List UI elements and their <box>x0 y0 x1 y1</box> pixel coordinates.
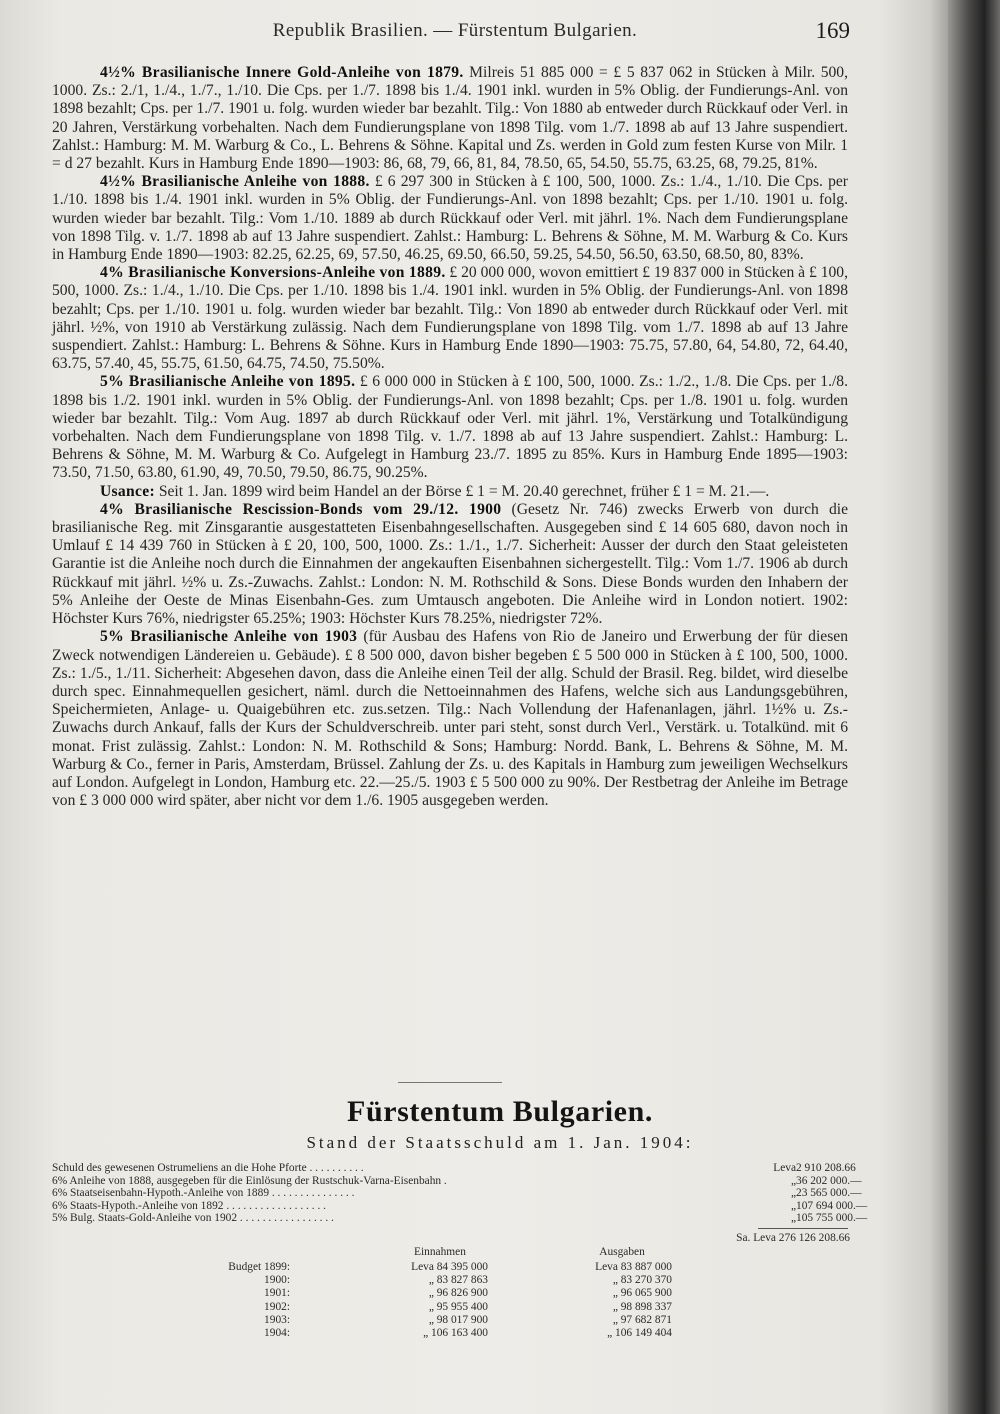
budget-year: Budget 1899: <box>228 1261 290 1273</box>
budget-expense: „ 98 898 337 <box>612 1300 672 1313</box>
budget-table <box>210 1246 690 1340</box>
budget-header-row <box>210 1246 690 1261</box>
debt-row <box>52 1162 856 1175</box>
loan-text: £ 20 000 000, wovon emittiert £ 19 837 000 in Stücken à £ 100, 500, 1000. Zs.: 1./4., 1./10. Die Cps. per 1./10. 1898 bis 1./4. 1901 inkl. wurden in 5% Oblig. der Fundierungs-Anl. von 1898 bezahlt; Cps. per 1./10. 1901 u. folg. wurden wieder bar bezahlt. Tilg.: Von 1890 ab entweder durch Rückkauf oder Verl. mit jährl. ½%, von 1910 ab Verstärkung zulässig. Nach dem Fundierungsplane von 1898 Tilg. vom 1./7. 1898 ab auf 13 Jahre suspendiert. Zahlst.: Hamburg: L. Behrens & Söhne. Kurs in Hamburg Ende 1890—1903: 75.75, 57.80, 64, 54.80, 72, 64.40, 63.75, 57.40, 45, 55.75, 61.50, 64.75, 74.50, 75.50%. <box>52 264 848 373</box>
section-title-bulgaria: Fürstentum Bulgarien. <box>347 1095 653 1128</box>
budget-income: „ 98 017 900 <box>428 1313 488 1326</box>
page-header <box>60 18 850 48</box>
loan-heading: 5% Brasilianische Anleihe von 1895. <box>100 373 356 391</box>
budget-expense: „ 83 270 370 <box>612 1274 672 1287</box>
debt-row <box>52 1174 862 1188</box>
usance-text: Seit 1. Jan. 1899 wird beim Handel an der Börse £ 1 = M. 20.40 gerechnet, früher £ 1 = M. 21.—. <box>154 482 770 500</box>
debt-amount: 107 694 000.— <box>796 1199 868 1212</box>
loan-entry-rescission-1900 <box>52 501 848 628</box>
loan-entry-1889 <box>52 264 848 373</box>
debt-currency: „ <box>790 1187 796 1200</box>
loan-text: (Gesetz Nr. 746) zwecks Erwerb von durch die brasilianische Reg. mit Zinsgarantie ausgestatteten Eisenbahngesellschaften. Ausgegeben sind £ 14 605 680, davon noch in Umlauf £ 14 439 760 in Stücken à £ 20, 100, 500, 1000. Zs.: 1./1., 1./7. Sicherheit: Ausser der durch den Staat geleisteten Garantie ist die Anleihe noch durch die Einnahmen der angekauften Eisenbahnen sichergestellt. Tilg.: Vom 1./7. 1906 ab durch Rückkauf mit jährl. ½% u. Zs.-Zuwachs. Zahlst.: London: N. M. Rothschild & Sons. Diese Bonds wurden den Inhabern der 5% Anleihe der Oeste de Minas Eisenbahn-Ges. zum Umtausch angeboten. Die Anleihe wird in London notiert. 1902: Höchster Kurs 76%, niedrigster 65.25%; 1903: Höchster Kurs 78.25%, niedrigster 72%. <box>52 500 848 628</box>
loan-entry-1895 <box>52 373 848 482</box>
debt-row <box>52 1187 862 1200</box>
loan-text: £ 6 297 300 in Stücken à £ 100, 500, 1000. Zs.: 1./4., 1./10. Die Cps. per 1./10. 1898 bis 1./4. 1901 inkl. wurden in 5% Oblig. der Fundierungs-Anl. von 1898 bezahlt; Cps. per 1./10. 1901 u. folg. wurden wieder bar bezahlt. Tilg.: Vom 1./10. 1889 ab durch Rückkauf oder Verl. mit jährl. 1%. Nach dem Fundierungsplane von 1898 Tilg. v. 1./7. 1898 ab auf 13 Jahre suspendiert. Zahlst.: Hamburg: L. Behrens & Söhne, M. M. Warburg & Co. Kurs in Hamburg Ende 1890—1903: 82.25, 62.25, 69, 57.50, 46.25, 69.50, 66.50, 59.25, 54.50, 56.50, 63.50, 68.50, 80, 83%. <box>52 173 848 264</box>
section-divider <box>398 1082 502 1083</box>
loan-entry-1888 <box>52 173 848 264</box>
loan-entry-1879 <box>52 64 848 173</box>
budget-income: „ 96 826 900 <box>428 1287 488 1300</box>
state-debt-table <box>52 1162 868 1225</box>
debt-currency: Leva <box>773 1162 796 1174</box>
section-subtitle: Stand der Staatsschuld am 1. Jan. 1904: <box>306 1133 694 1152</box>
debt-label: 6% Staats-Hypoth.-Anleihe von 1892 . . . . . . . . . . . . . . . . . . <box>52 1199 326 1212</box>
loan-text: (für Ausbau des Hafens von Rio de Janeiro und Erwerbung der für diesen Zweck notwendigen Ländereien u. Gebäude). £ 8 500 000, davon bisher begeben £ 5 500 000 in Stücken à £ 100, 500, 1000. Zs.: 1./5., 1./11. Sicherheit: Abgesehen davon, dass die Anleihe einen Teil der allg. Schuld der Brasil. Reg. bildet, wird dieselbe durch spec. Einnahmequellen gesichert, näml. durch die Nettoeinnahmen des Hafens, welche sich aus Landungsgebühren, Speichermieten, Anlage- u. Quaigebühren etc. zus.setzen. Tilg.: Nach Vollendung der Hafenanlagen, jährl. 1½% u. Zs.-Zuwachs durch Ankauf, falls der Kurs der Schuldverschreib. unter pari steht, sonst durch Verl., Verstärk. u. Totalkünd. mit 6 monat. Frist zulässig. Zahlst.: London: N. M. Rothschild & Sons; Hamburg: Nordd. Bank, L. Behrens & Söhne, M. M. Warburg & Co., ferner in Paris, Amsterdam, Brüssel. Zahlung der Zs. u. des Kapitals in Hamburg zum jeweiligen Wechselkurs auf London. Aufgelegt in London, Hamburg etc. 22.—25./5. 1903 £ 5 500 000 zu 90%. Der Restbetrag der Anleihe im Betrage von £ 3 000 000 wird später, aber nicht vor dem 1./6. 1905 ausgegeben werden. <box>52 628 848 810</box>
income-header: Einnahmen <box>414 1246 466 1258</box>
debt-currency: „ <box>790 1212 796 1225</box>
budget-income: „ 83 827 863 <box>428 1274 488 1287</box>
budget-year: 1902: <box>264 1300 290 1313</box>
book-spine-shadow <box>948 0 1000 1414</box>
budget-year: 1904: <box>264 1326 290 1339</box>
debt-currency: „ <box>790 1199 796 1212</box>
expense-header: Ausgaben <box>599 1246 645 1258</box>
debt-amount: 36 202 000.— <box>796 1174 862 1187</box>
debt-label: 5% Bulg. Staats-Gold-Anleihe von 1902 . . . . . . . . . . . . . . . . . <box>52 1212 334 1225</box>
budget-income: „ 106 163 400 <box>423 1326 488 1339</box>
budget-expense: „ 96 065 900 <box>612 1287 672 1300</box>
loan-text: Milreis 51 885 000 = £ 5 837 062 in Stücken à Milr. 500, 1000. Zs.: 2./1, 1./4., 1./7., 1./10. Die Cps. per 1./7. 1898 bis 1./4. 1901 inkl. wurden in 5% Oblig. der Fundierungs-Anl. von 1898 bezahlt; Cps. per 1./7. 1901 u. folg. wurden wieder bar bezahlt. Tilg.: Von 1880 ab entweder durch Rückkauf oder Verl. in 20 Jahren, Verstärkung vorbehalten. Nach dem Fundierungsplane von 1898 Tilg. vom 1./7. 1898 ab auf 13 Jahre suspendiert. Zahlst.: Hamburg: M. M. Warburg & Co., L. Behrens & Söhne. Kapital und Zs. werden in Gold zum festen Kurse von Milr. 1 = d 27 bezahlt. Kurs in Hamburg Ende 1890—1903: 86, 68, 79, 66, 81, 84, 78.50, 65, 54.50, 55.75, 63.25, 68, 79.25, 81%. <box>52 64 848 173</box>
debt-label: 6% Anleihe von 1888, ausgegeben für die Einlösung der Rustschuk-Varna-Eisenbahn . <box>52 1174 447 1187</box>
loan-entry-1903 <box>52 628 848 810</box>
running-title: Republik Brasilien. — Fürstentum Bulgarien. <box>272 20 638 41</box>
budget-year: 1900: <box>264 1274 290 1287</box>
budget-row <box>210 1274 690 1287</box>
debt-row <box>52 1199 868 1213</box>
budget-row <box>210 1327 690 1340</box>
total-rule <box>758 1228 848 1229</box>
usance-heading: Usance: <box>100 482 155 500</box>
budget-row <box>210 1261 690 1274</box>
budget-expense: Leva 83 887 000 <box>595 1261 672 1273</box>
budget-year: 1901: <box>264 1287 290 1300</box>
debt-label: 6% Staatseisenbahn-Hypoth.-Anleihe von 1889 . . . . . . . . . . . . . . . <box>52 1187 355 1200</box>
debt-row <box>52 1212 868 1225</box>
usance-note <box>52 483 848 501</box>
debt-amount: 105 755 000.— <box>796 1212 868 1225</box>
debt-label: Schuld des gewesenen Ostrumeliens an die Hohe Pforte . . . . . . . . . . <box>52 1162 364 1174</box>
debt-total: Sa. Leva 276 126 208.66 <box>736 1232 850 1244</box>
budget-expense: „ 106 149 404 <box>607 1326 672 1339</box>
budget-row <box>210 1287 690 1300</box>
loan-heading: 5% Brasilianische Anleihe von 1903 <box>100 628 358 646</box>
loan-heading: 4% Brasilianische Konversions-Anleihe von 1889. <box>100 264 446 282</box>
loan-heading: 4½% Brasilianische Anleihe von 1888. <box>100 173 370 191</box>
budget-row <box>210 1314 690 1327</box>
budget-expense: „ 97 682 871 <box>612 1313 672 1326</box>
brazil-loans-section <box>52 64 848 810</box>
loan-heading: 4½% Brasilianische Innere Gold-Anleihe von 1879. <box>100 64 464 81</box>
loan-heading: 4% Brasilianische Rescission-Bonds vom 29./12. 1900 <box>100 500 502 518</box>
debt-amount: 23 565 000.— <box>796 1187 862 1200</box>
debt-currency: „ <box>790 1174 796 1187</box>
debt-amount: 2 910 208.66 <box>796 1162 856 1174</box>
budget-income: Leva 84 395 000 <box>411 1261 488 1273</box>
budget-year: 1903: <box>264 1313 290 1326</box>
page-number: 169 <box>815 18 850 43</box>
loan-text: £ 6 000 000 in Stücken à £ 100, 500, 1000. Zs.: 1./2., 1./8. Die Cps. per 1./8. 1898 bis 1./2. 1901 inkl. wurden in 5% Oblig. der Fundierungs-Anl. von 1898 bezahlt; Cps. per 1./8. 1901 u. folg. wurden wieder bar bezahlt. Tilg.: Vom Aug. 1897 ab durch Rückkauf oder Verl. mit jährl. 1%, Verstärkung und Totalkündigung vorbehalten. Nach dem Fundierungsplane von 1898 Tilg. v. 1./7. 1898 ab auf 13 Jahre suspendiert. Zahlst.: Hamburg: L. Behrens & Söhne, M. M. Warburg & Co. Aufgelegt in Hamburg 23./7. 1895 zu 85%. Kurs in Hamburg Ende 1895—1903: 73.50, 71.50, 63.80, 61.90, 49, 70.50, 79.50, 86.75, 90.25%. <box>52 373 848 482</box>
budget-row <box>210 1301 690 1314</box>
budget-income: „ 95 955 400 <box>428 1300 488 1313</box>
